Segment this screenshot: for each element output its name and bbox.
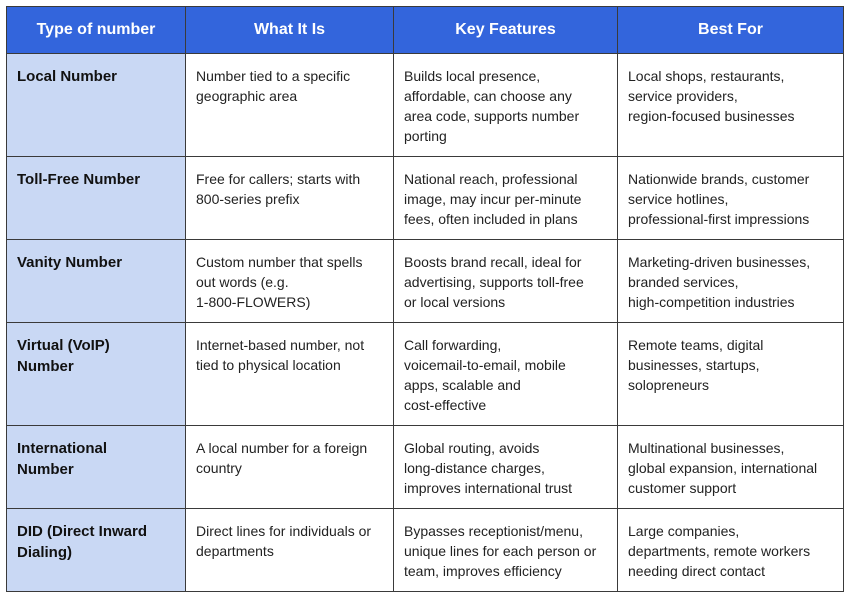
cell-what-it-is: Internet-based number, not tied to physical location xyxy=(186,323,394,426)
cell-type: DID (Direct Inward Dialing) xyxy=(7,509,186,592)
cell-what-it-is: Direct lines for individuals or departments xyxy=(186,509,394,592)
table-row xyxy=(7,426,844,509)
cell-best-for: Remote teams, digital businesses, startups, solopreneurs xyxy=(618,323,844,426)
cell-best-for: Local shops, restaurants, service providers, region-focused businesses xyxy=(618,54,844,157)
cell-key-features: National reach, professional image, may incur per-minute fees, often included in plans xyxy=(394,157,618,240)
cell-what-it-is: Free for callers; starts with 800-series prefix xyxy=(186,157,394,240)
table-header-row xyxy=(7,7,844,54)
cell-best-for: Multinational businesses, global expansion, international customer support xyxy=(618,426,844,509)
table-row xyxy=(7,509,844,592)
cell-key-features: Bypasses receptionist/menu, unique lines for each person or team, improves efficiency xyxy=(394,509,618,592)
cell-key-features: Boosts brand recall, ideal for advertising, supports toll-free or local versions xyxy=(394,240,618,323)
cell-type: International Number xyxy=(7,426,186,509)
table-row xyxy=(7,157,844,240)
header-best-for: Best For xyxy=(618,7,844,54)
table-row xyxy=(7,54,844,157)
cell-type: Vanity Number xyxy=(7,240,186,323)
cell-best-for: Nationwide brands, customer service hotlines, professional-first impressions xyxy=(618,157,844,240)
cell-type: Toll-Free Number xyxy=(7,157,186,240)
cell-key-features: Builds local presence, affordable, can choose any area code, supports number porting xyxy=(394,54,618,157)
cell-key-features: Global routing, avoids long-distance charges, improves international trust xyxy=(394,426,618,509)
table-row xyxy=(7,323,844,426)
cell-best-for: Marketing-driven businesses, branded services, high-competition industries xyxy=(618,240,844,323)
table-row xyxy=(7,240,844,323)
header-type-of-number: Type of number xyxy=(7,7,186,54)
header-key-features: Key Features xyxy=(394,7,618,54)
cell-type: Virtual (VoIP) Number xyxy=(7,323,186,426)
cell-type: Local Number xyxy=(7,54,186,157)
cell-best-for: Large companies, departments, remote workers needing direct contact xyxy=(618,509,844,592)
cell-what-it-is: A local number for a foreign country xyxy=(186,426,394,509)
cell-key-features: Call forwarding, voicemail-to-email, mobile apps, scalable and cost-effective xyxy=(394,323,618,426)
phone-number-types-table xyxy=(6,6,844,592)
header-what-it-is: What It Is xyxy=(186,7,394,54)
cell-what-it-is: Custom number that spells out words (e.g. 1-800-FLOWERS) xyxy=(186,240,394,323)
comparison-table-container xyxy=(6,6,843,592)
cell-what-it-is: Number tied to a specific geographic area xyxy=(186,54,394,157)
